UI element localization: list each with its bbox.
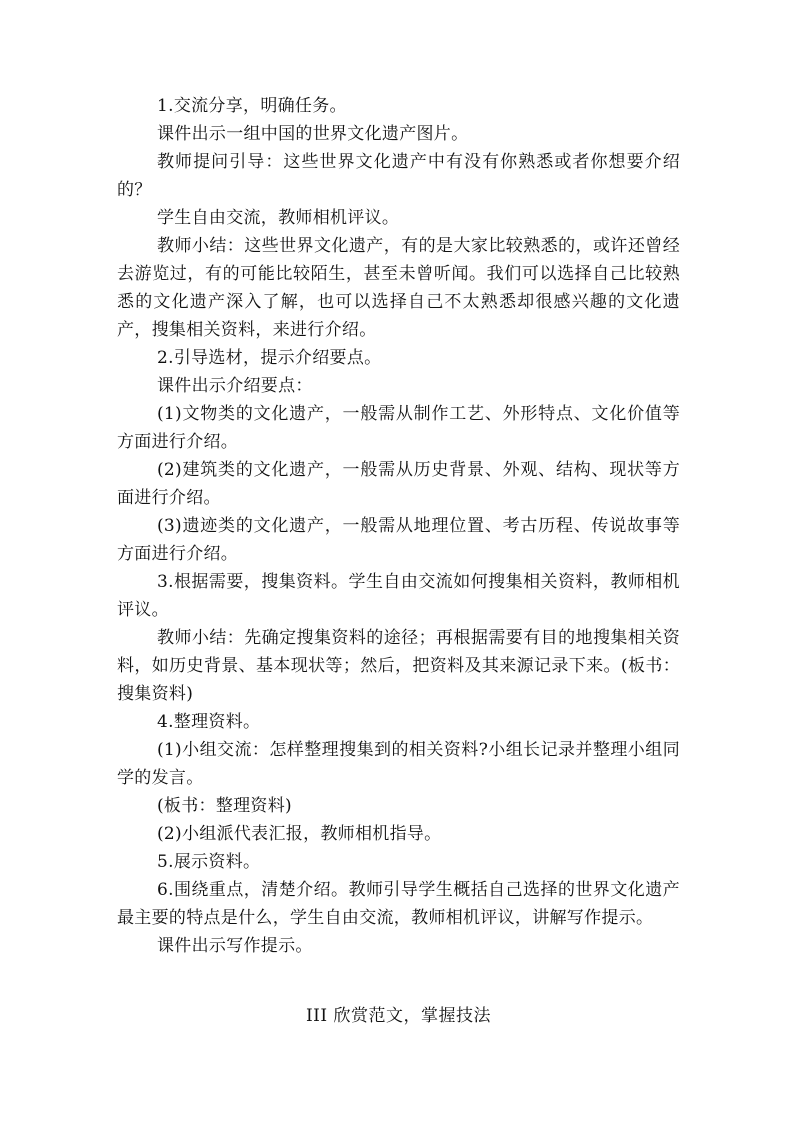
paragraph: (板书：整理资料) <box>157 796 292 816</box>
paragraph: 教师小结：先确定搜集资料的途径；再根据需要有目的地搜集相关资料，如历史背景、基本现状等；然后，把资料及其来源记录下来。(板书：搜集资料) <box>117 628 680 704</box>
paragraph: 1.交流分享，明确任务。 <box>157 96 347 116</box>
paragraph: 教师提问引导：这些世界文化遗产中有没有你熟悉或者你想要介绍的？ <box>117 152 680 200</box>
paragraph: 5.展示资料。 <box>157 852 261 872</box>
paragraph: 课件出示写作提示。 <box>157 936 313 956</box>
paragraph: 2.引导选材，提示介绍要点。 <box>157 348 382 368</box>
paragraph: (1)文物类的文化遗产，一般需从制作工艺、外形特点、文化价值等方面进行介绍。 <box>117 404 680 452</box>
document-page <box>117 92 680 1030</box>
paragraph: (1)小组交流：怎样整理搜集到的相关资料?小组长记录并整理小组同学的发言。 <box>117 740 680 788</box>
paragraph: 学生自由交流，教师相机评议。 <box>157 208 400 228</box>
paragraph: (2)建筑类的文化遗产，一般需从历史背景、外观、结构、现状等方面进行介绍。 <box>117 460 680 508</box>
section-heading: III 欣赏范文，掌握技法 <box>305 1006 492 1026</box>
paragraph: 6.围绕重点，清楚介绍。教师引导学生概括自己选择的世界文化遗产最主要的特点是什么，学生自由交流，教师相机评议，讲解写作提示。 <box>117 880 680 928</box>
paragraph: 课件出示介绍要点： <box>157 376 313 396</box>
paragraph: (3)遗迹类的文化遗产，一般需从地理位置、考古历程、传说故事等方面进行介绍。 <box>117 516 680 564</box>
paragraph: 课件出示一组中国的世界文化遗产图片。 <box>157 124 469 144</box>
paragraph: 教师小结：这些世界文化遗产，有的是大家比较熟悉的，或许还曾经去游览过，有的可能比较陌生，甚至未曾听闻。我们可以选择自己比较熟悉的文化遗产深入了解，也可以选择自己不太熟悉却很感兴趣的文化遗产，搜集相关资料，来进行介绍。 <box>117 236 680 340</box>
paragraph: 4.整理资料。 <box>157 712 261 732</box>
paragraph: 3.根据需要，搜集资料。学生自由交流如何搜集相关资料，教师相机评议。 <box>117 572 680 620</box>
paragraph: (2)小组派代表汇报，教师相机指导。 <box>157 824 442 844</box>
